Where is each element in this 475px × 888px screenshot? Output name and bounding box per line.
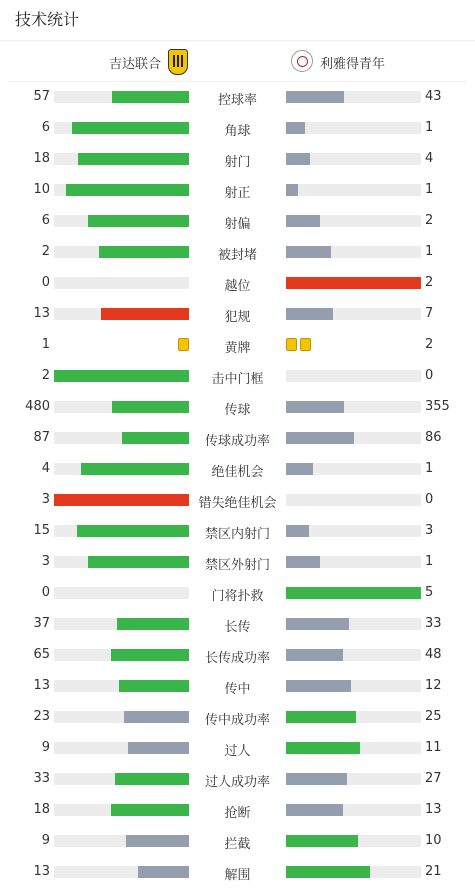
- stat-row: [0, 515, 475, 546]
- away-stat-bar-fill: [286, 587, 421, 599]
- away-yellow-cards: [286, 338, 311, 351]
- stat-label: 射正: [224, 186, 251, 201]
- away-stat-value: 21: [425, 864, 442, 879]
- stat-label: 射门: [224, 155, 251, 170]
- away-stat-bar-fill: [286, 277, 421, 289]
- away-stat-bar: [286, 866, 421, 878]
- away-stat-bar: [286, 835, 421, 847]
- stat-label: 控球率: [217, 93, 257, 108]
- stat-label: 角球: [224, 124, 251, 139]
- home-stat-value: 6: [41, 120, 50, 135]
- away-stat-value: 2: [425, 275, 434, 290]
- home-stat-bar: [54, 215, 189, 227]
- away-stat-bar-fill: [286, 804, 343, 816]
- away-stat-bar-fill: [286, 773, 347, 785]
- home-stat-bar-fill: [81, 463, 189, 475]
- home-stat-value: 2: [41, 244, 50, 259]
- away-stat-bar: [286, 649, 421, 661]
- away-stat-bar: [286, 401, 421, 413]
- away-stat-bar: [286, 246, 421, 258]
- home-stat-value: 6: [41, 213, 50, 228]
- home-stat-bar: [54, 680, 189, 692]
- home-stat-bar-fill: [78, 153, 189, 165]
- home-stat-bar-fill: [122, 432, 190, 444]
- stat-label: 射偏: [224, 217, 251, 232]
- home-stat-value: 9: [41, 833, 50, 848]
- home-stat-value: 0: [41, 275, 50, 290]
- away-stat-bar: [286, 122, 421, 134]
- stat-label: 越位: [224, 279, 251, 294]
- home-stat-value: 3: [41, 492, 50, 507]
- stat-row: [0, 329, 475, 360]
- home-stat-bar: [54, 494, 189, 506]
- stat-label: 绝佳机会: [211, 465, 264, 480]
- home-stat-bar-fill: [66, 184, 189, 196]
- home-stat-bar-fill: [124, 711, 189, 723]
- home-stat-bar: [54, 618, 189, 630]
- home-stat-bar: [54, 773, 189, 785]
- stats-list: [0, 81, 475, 887]
- away-stat-bar: [286, 711, 421, 723]
- stat-row: [0, 205, 475, 236]
- home-stat-value: 18: [33, 151, 50, 166]
- home-stat-bar-fill: [111, 649, 189, 661]
- stat-row: [0, 639, 475, 670]
- away-stat-value: 11: [425, 740, 442, 755]
- home-stat-value: 87: [33, 430, 50, 445]
- away-stat-value: 12: [425, 678, 442, 693]
- away-stat-value: 27: [425, 771, 442, 786]
- away-stat-bar: [286, 91, 421, 103]
- home-team-name[interactable]: 吉达联合: [108, 57, 161, 72]
- away-team-name[interactable]: 利雅得青年: [320, 57, 386, 72]
- stat-row: [0, 546, 475, 577]
- away-stat-bar-fill: [286, 525, 309, 537]
- away-stat-value: 4: [425, 151, 434, 166]
- away-stat-bar: [286, 742, 421, 754]
- stat-label: 长传: [224, 620, 251, 635]
- home-stat-value: 1: [41, 337, 50, 352]
- away-stat-bar: [286, 587, 421, 599]
- home-stat-bar: [54, 711, 189, 723]
- away-stat-bar-fill: [286, 556, 320, 568]
- home-stat-bar: [54, 556, 189, 568]
- stat-row: [0, 763, 475, 794]
- home-stat-value: 480: [25, 399, 50, 414]
- home-stat-bar: [54, 525, 189, 537]
- home-stat-bar-fill: [138, 866, 189, 878]
- away-stat-bar: [286, 494, 421, 506]
- home-stat-value: 65: [33, 647, 50, 662]
- away-stat-bar: [286, 432, 421, 444]
- away-stat-bar-fill: [286, 215, 320, 227]
- stat-label: 传中: [224, 682, 251, 697]
- stat-label: 长传成功率: [204, 651, 270, 666]
- stat-label: 传球成功率: [204, 434, 270, 449]
- stat-label: 禁区内射门: [204, 527, 270, 542]
- away-stat-bar-fill: [286, 401, 344, 413]
- away-stat-bar-fill: [286, 742, 360, 754]
- stat-row: [0, 577, 475, 608]
- away-stat-bar: [286, 308, 421, 320]
- home-stat-value: 2: [41, 368, 50, 383]
- home-stat-bar: [54, 432, 189, 444]
- stat-row: [0, 422, 475, 453]
- home-stat-value: 15: [33, 523, 50, 538]
- away-stat-bar: [286, 556, 421, 568]
- stat-row: [0, 391, 475, 422]
- home-stat-bar-fill: [112, 91, 189, 103]
- home-stat-bar-fill: [54, 494, 189, 506]
- home-stat-value: 9: [41, 740, 50, 755]
- away-stat-bar: [286, 463, 421, 475]
- stat-label: 传球: [224, 403, 251, 418]
- home-stat-bar-fill: [115, 773, 189, 785]
- yellow-card-icon: [286, 338, 297, 351]
- away-stat-bar: [286, 184, 421, 196]
- home-stat-bar: [54, 866, 189, 878]
- home-stat-bar-fill: [112, 401, 189, 413]
- home-stat-value: 0: [41, 585, 50, 600]
- away-stat-bar-fill: [286, 866, 370, 878]
- stat-row: [0, 608, 475, 639]
- away-stat-bar-fill: [286, 153, 310, 165]
- stat-row: [0, 267, 475, 298]
- stat-label: 抢断: [224, 806, 251, 821]
- away-stat-value: 25: [425, 709, 442, 724]
- away-stat-bar-fill: [286, 91, 344, 103]
- stat-row: [0, 732, 475, 763]
- home-stat-bar: [54, 463, 189, 475]
- stat-row: [0, 701, 475, 732]
- away-stat-bar: [286, 153, 421, 165]
- away-stat-value: 1: [425, 182, 434, 197]
- home-stat-value: 33: [33, 771, 50, 786]
- away-stat-bar-fill: [286, 432, 354, 444]
- stat-row: [0, 236, 475, 267]
- away-stat-bar: [286, 773, 421, 785]
- away-stat-value: 1: [425, 120, 434, 135]
- stat-row: [0, 360, 475, 391]
- home-stat-bar: [54, 153, 189, 165]
- home-stat-bar-fill: [99, 246, 189, 258]
- page-title-bar: [0, 0, 475, 41]
- away-stat-value: 0: [425, 492, 434, 507]
- home-stat-bar: [54, 277, 189, 289]
- away-stat-value: 1: [425, 554, 434, 569]
- home-stat-value: 23: [33, 709, 50, 724]
- home-stat-value: 3: [41, 554, 50, 569]
- home-stat-bar-fill: [111, 804, 189, 816]
- stat-row: [0, 794, 475, 825]
- home-stat-value: 37: [33, 616, 50, 631]
- away-stat-bar: [286, 370, 421, 382]
- away-stat-value: 43: [425, 89, 442, 104]
- stat-label: 门将扑救: [211, 589, 264, 604]
- stat-label: 过人成功率: [204, 775, 270, 790]
- home-stat-bar-fill: [88, 215, 189, 227]
- away-stat-value: 5: [425, 585, 434, 600]
- home-stat-bar: [54, 91, 189, 103]
- stat-label: 禁区外射门: [204, 558, 270, 573]
- away-stat-bar: [286, 680, 421, 692]
- home-stat-value: 18: [33, 802, 50, 817]
- stat-row: [0, 856, 475, 887]
- away-stat-value: 10: [425, 833, 442, 848]
- away-stat-value: 7: [425, 306, 434, 321]
- away-stat-value: 48: [425, 647, 442, 662]
- home-stat-bar-fill: [72, 122, 189, 134]
- away-stat-bar-fill: [286, 680, 351, 692]
- home-stat-bar: [54, 804, 189, 816]
- away-stat-bar: [286, 525, 421, 537]
- home-stat-bar: [54, 401, 189, 413]
- home-stat-bar-fill: [117, 618, 189, 630]
- home-stat-value: 10: [33, 182, 50, 197]
- home-stat-bar: [54, 122, 189, 134]
- stat-row: [0, 825, 475, 856]
- home-stat-value: 13: [33, 678, 50, 693]
- home-stat-bar-fill: [88, 556, 189, 568]
- away-stat-value: 1: [425, 244, 434, 259]
- away-stat-value: 86: [425, 430, 442, 445]
- stat-label: 被封堵: [217, 248, 257, 263]
- home-stat-value: 13: [33, 864, 50, 879]
- away-stat-bar: [286, 215, 421, 227]
- home-stat-bar-fill: [128, 742, 189, 754]
- away-stat-value: 0: [425, 368, 434, 383]
- stat-label: 传中成功率: [204, 713, 270, 728]
- away-stat-value: 1: [425, 461, 434, 476]
- away-stat-bar-fill: [286, 835, 358, 847]
- away-stat-bar-fill: [286, 711, 356, 723]
- away-stat-value: 2: [425, 337, 434, 352]
- home-team-logo-icon[interactable]: [168, 49, 188, 75]
- home-stat-bar: [54, 246, 189, 258]
- away-stat-value: 33: [425, 616, 442, 631]
- stat-row: [0, 112, 475, 143]
- home-stat-value: 4: [41, 461, 50, 476]
- yellow-card-icon: [300, 338, 311, 351]
- teams-header: [8, 41, 467, 82]
- away-stat-bar-fill: [286, 463, 313, 475]
- away-stat-value: 3: [425, 523, 434, 538]
- home-stat-bar: [54, 587, 189, 599]
- away-stat-value: 355: [425, 399, 450, 414]
- away-team-logo-icon[interactable]: [291, 50, 313, 72]
- away-stat-bar: [286, 804, 421, 816]
- away-stat-bar-fill: [286, 649, 343, 661]
- away-stat-bar-fill: [286, 246, 331, 258]
- stat-row: [0, 670, 475, 701]
- stat-row: [0, 143, 475, 174]
- away-stat-bar: [286, 618, 421, 630]
- home-stat-bar: [54, 184, 189, 196]
- home-stat-bar-fill: [126, 835, 189, 847]
- home-stat-value: 57: [33, 89, 50, 104]
- home-stat-bar: [54, 308, 189, 320]
- stat-row: [0, 453, 475, 484]
- stat-row: [0, 81, 475, 112]
- stat-row: [0, 484, 475, 515]
- away-stat-bar-fill: [286, 308, 333, 320]
- stat-label: 过人: [224, 744, 251, 759]
- stat-label: 犯规: [224, 310, 251, 325]
- stat-label: 拦截: [224, 837, 251, 852]
- home-yellow-cards: [178, 338, 189, 351]
- home-stat-bar: [54, 742, 189, 754]
- home-stat-bar: [54, 649, 189, 661]
- home-stat-bar-fill: [101, 308, 189, 320]
- home-stat-value: 13: [33, 306, 50, 321]
- stat-label: 击中门框: [211, 372, 264, 387]
- stat-label: 黄牌: [224, 341, 251, 356]
- away-stat-value: 13: [425, 802, 442, 817]
- away-stat-bar-fill: [286, 122, 305, 134]
- page-title: 技术统计: [15, 10, 80, 29]
- away-stat-bar: [286, 277, 421, 289]
- home-stat-bar-fill: [119, 680, 189, 692]
- stat-label: 错失绝佳机会: [198, 496, 277, 511]
- away-stat-bar-fill: [286, 618, 349, 630]
- home-stat-bar: [54, 835, 189, 847]
- stat-label: 解围: [224, 868, 251, 883]
- stat-row: [0, 174, 475, 205]
- home-stat-bar: [54, 370, 189, 382]
- home-stat-bar-fill: [54, 370, 189, 382]
- stat-row: [0, 298, 475, 329]
- away-stat-bar-fill: [286, 184, 298, 196]
- yellow-card-icon: [178, 338, 189, 351]
- home-stat-bar-fill: [77, 525, 189, 537]
- away-stat-value: 2: [425, 213, 434, 228]
